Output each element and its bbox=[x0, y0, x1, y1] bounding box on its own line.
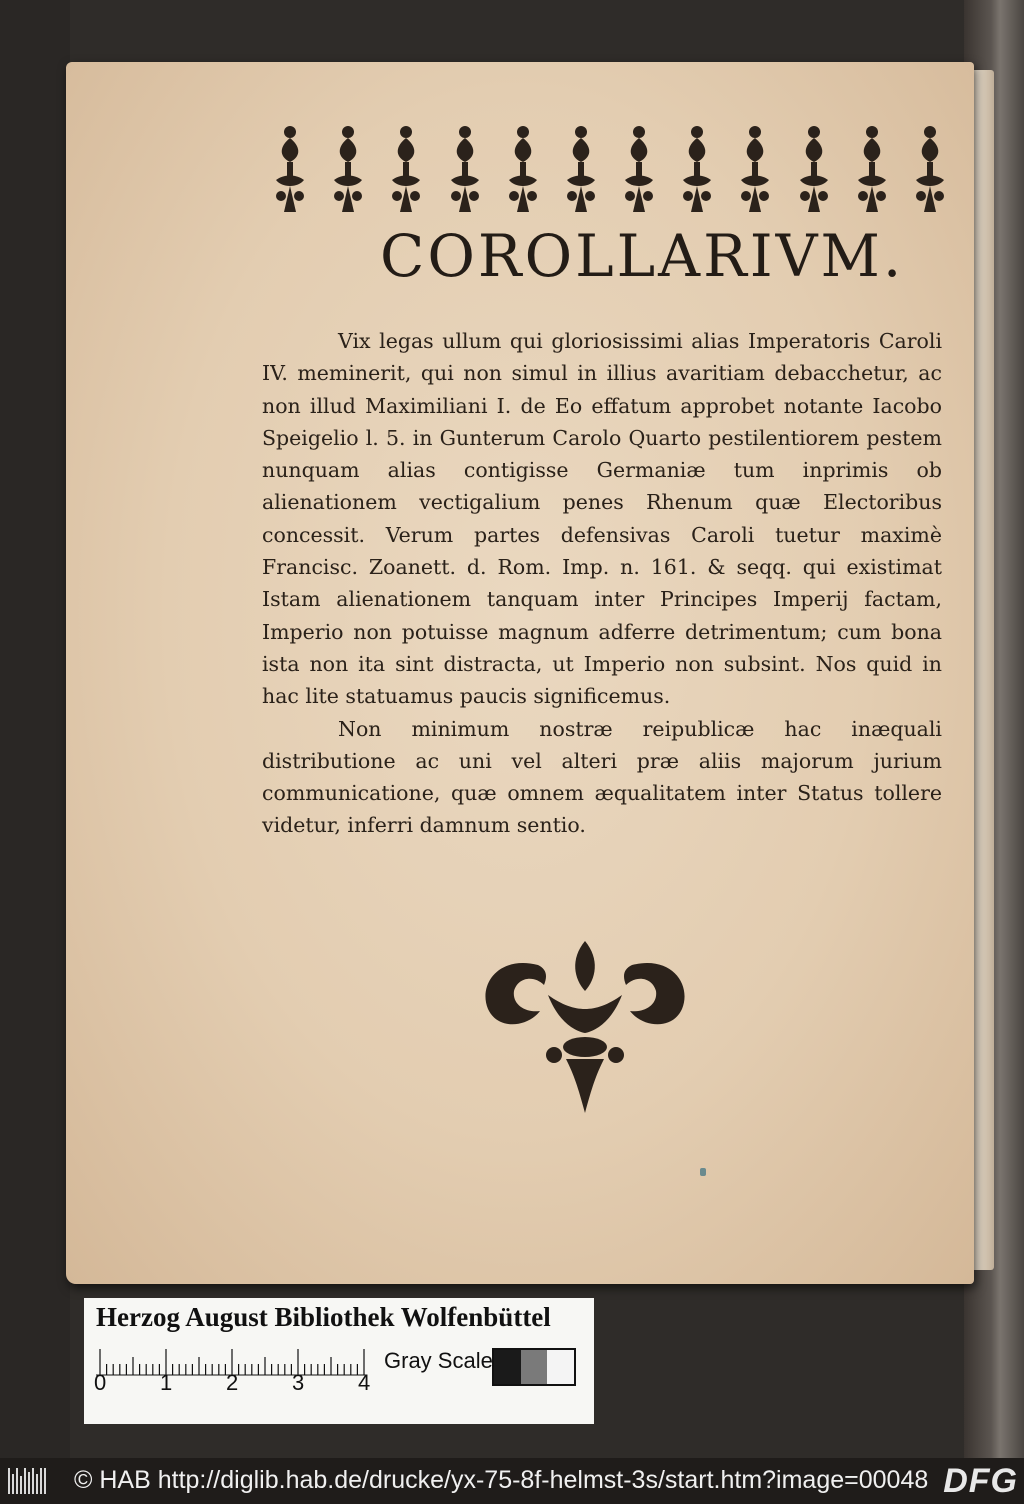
ornament-icon bbox=[912, 122, 948, 214]
ruler-number: 4 bbox=[358, 1370, 371, 1395]
ink-speck bbox=[700, 1168, 706, 1176]
ornament-icon bbox=[737, 122, 773, 214]
color-calibration-card bbox=[84, 1298, 594, 1424]
ruler-number: 2 bbox=[226, 1370, 239, 1395]
barcode-icon bbox=[8, 1468, 48, 1494]
copyright-link[interactable]: © HAB http://diglib.hab.de/drucke/yx-75-8f-helmst-3s/start.htm?image=00048 bbox=[74, 1466, 929, 1494]
ornament-icon bbox=[796, 122, 832, 214]
swatch-black bbox=[494, 1350, 521, 1384]
swatch-gray bbox=[521, 1350, 548, 1384]
ornament-icon bbox=[272, 122, 308, 214]
ornament-icon bbox=[447, 122, 483, 214]
ruler-number: 1 bbox=[160, 1370, 173, 1395]
ornament-icon bbox=[679, 122, 715, 214]
paragraph: Vix legas ullum qui gloriosissimi alias Imperatoris Caroli IV. meminerit, qui non simul in illius avaritiam debacchetur, ac non illud Maximiliani I. de Eo effatum approbet notante Iacobo Speigelio l. 5. in Gunterum Carolo Quarto pestilentiorem pestem nunquam alias contigisse Germaniæ tum inprimis ob alienationem vectigalium penes Rhenum quæ Electoribus concessit. Verum partes defensivas Caroli tuetur maximè Francisc. Zoanett. d. Rom. Imp. n. 161. & seqq. qui existimat Istam alienationem tanquam inter Principes Imperij factam, Imperio non potuisse magnum adferre detrimentum; cum bona ista non ita sint distracta, ut Imperio non subsint. Nos quid in hac lite statuamus paucis significemus. bbox=[262, 329, 942, 709]
ornament-icon bbox=[505, 122, 541, 214]
ornament-icon bbox=[388, 122, 424, 214]
ornament-icon bbox=[563, 122, 599, 214]
swatch-white bbox=[547, 1350, 574, 1384]
gray-scale-label: Gray Scale bbox=[384, 1348, 493, 1373]
library-name: Herzog August Bibliothek Wolfenbüttel bbox=[96, 1302, 551, 1332]
ruler-numbers bbox=[84, 1370, 384, 1400]
scan-background-left bbox=[0, 0, 70, 1504]
fleuron-ornament-icon bbox=[478, 935, 692, 1115]
ornament-icon bbox=[854, 122, 890, 214]
ruler-number: 0 bbox=[94, 1370, 107, 1395]
ornament-band bbox=[272, 122, 948, 214]
ornament-icon bbox=[330, 122, 366, 214]
viewer-footer bbox=[0, 1458, 1024, 1504]
ornament-icon bbox=[621, 122, 657, 214]
body-text bbox=[262, 325, 942, 842]
gray-scale-swatch bbox=[492, 1348, 576, 1386]
dfg-logo: DFG bbox=[943, 1462, 1018, 1500]
paragraph: Non minimum nostræ reipublicæ hac inæquali distributione ac uni vel alteri præ aliis majorum jurium communicatione, quæ omnem æqualitatem inter Status tollere videtur, inferri damnum sentio. bbox=[262, 716, 942, 838]
ruler-number: 3 bbox=[292, 1370, 305, 1395]
page-heading: COROLLARIVM. bbox=[380, 222, 905, 290]
